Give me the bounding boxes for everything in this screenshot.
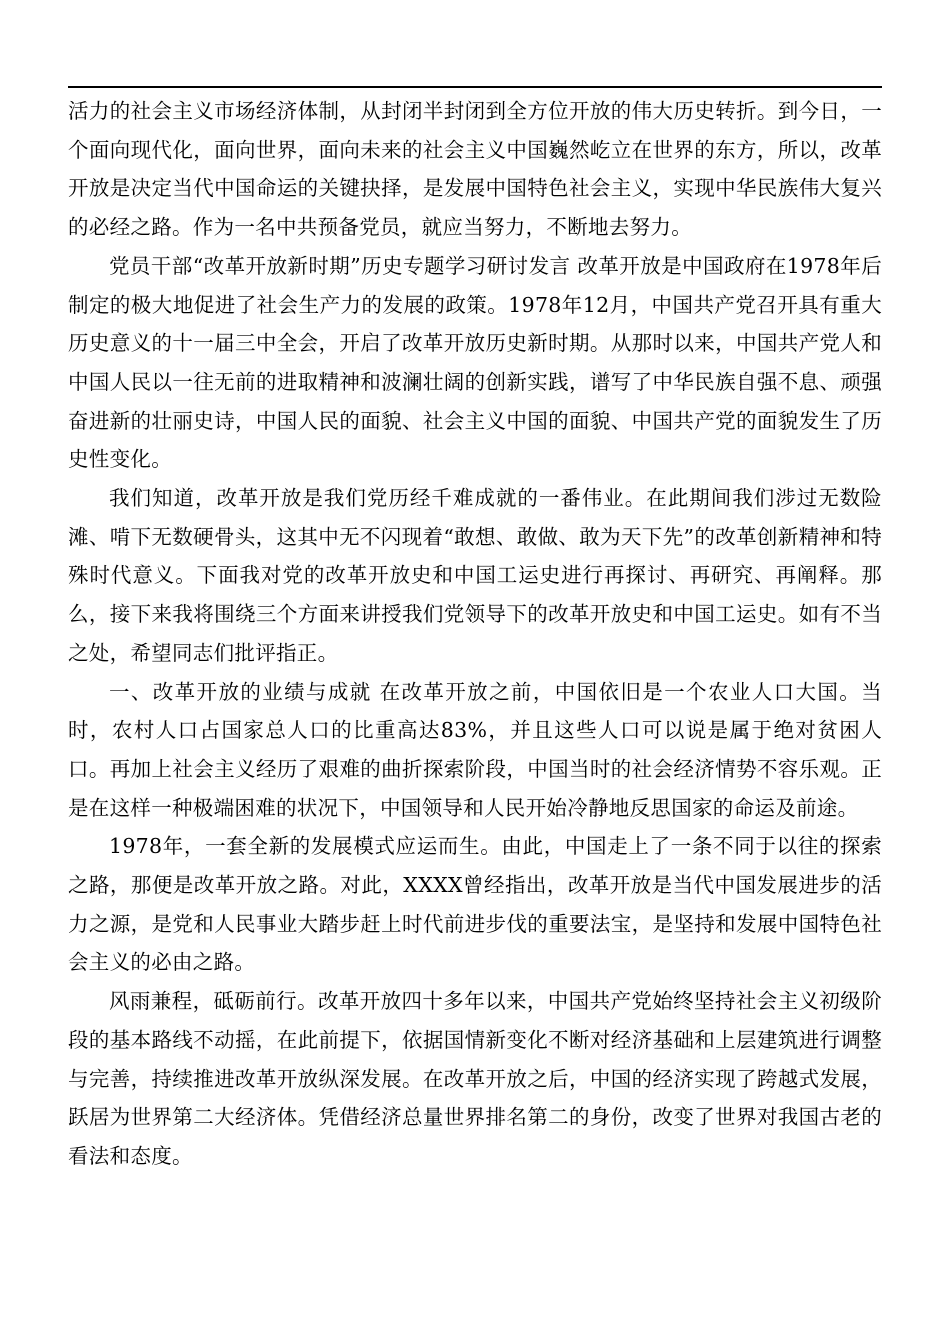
paragraph-1: 活力的社会主义市场经济体制，从封闭半封闭到全方位开放的伟大历史转折。到今日，一个面向现代化，面向世界，面向未来的社会主义中国巍然屹立在世界的东方，所以，改革开放是决定当代中国命运的关键抉择，是发展中国特色社会主义，实现中华民族伟大复兴的必经之路。作为一名中共预备党员，就应当努力，不断地去努力。 [68, 99, 882, 240]
paragraph-5: 1978年，一套全新的发展模式应运而生。由此，中国走上了一条不同于以往的探索之路，那便是改革开放之路。对此，XXXX曾经指出，改革开放是当代中国发展进步的活力之源，是党和人民事业大踏步赶上时代前进步伐的重要法宝，是坚持和发展中国特色社会主义的必由之路。 [68, 834, 882, 975]
paragraph-3: 我们知道，改革开放是我们党历经千难成就的一番伟业。在此期间我们涉过无数险滩、啃下无数硬骨头，这其中无不闪现着“敢想、敢做、敢为天下先”的改革创新精神和特殊时代意义。下面我对党的改革开放史和中国工运史进行再探讨、再研究、再阐释。那么，接下来我将围绕三个方面来讲授我们党领导下的改革开放史和中国工运史。如有不当之处，希望同志们批评指正。 [68, 486, 882, 665]
document-page [68, 86, 882, 1176]
header-rule [68, 86, 882, 88]
paragraph-2: 党员干部“改革开放新时期”历史专题学习研讨发言 改革开放是中国政府在1978年后制定的极大地促进了社会生产力的发展的政策。1978年12月，中国共产党召开具有重大历史意义的十一届三中全会，开启了改革开放历史新时期。从那时以来，中国共产党人和中国人民以一往无前的进取精神和波澜壮阔的创新实践，谱写了中华民族自强不息、顽强奋进新的壮丽史诗，中国人民的面貌、社会主义中国的面貌、中国共产党的面貌发生了历史性变化。 [68, 253, 882, 472]
paragraph-4: 一、改革开放的业绩与成就 在改革开放之前，中国依旧是一个农业人口大国。当时，农村人口占国家总人口的比重高达83%，并且这些人口可以说是属于绝对贫困人口。再加上社会主义经历了艰难的曲折探索阶段，中国当时的社会经济情势不容乐观。正是在这样一种极端困难的状况下，中国领导和人民开始冷静地反思国家的命运及前途。 [68, 679, 882, 820]
paragraph-6: 风雨兼程，砥砺前行。改革开放四十多年以来，中国共产党始终坚持社会主义初级阶段的基本路线不动摇，在此前提下，依据国情新变化不断对经济基础和上层建筑进行调整与完善，持续推进改革开放纵深发展。在改革开放之后，中国的经济实现了跨越式发展，跃居为世界第二大经济体。凭借经济总量世界排名第二的身份，改变了世界对我国古老的看法和态度。 [68, 989, 882, 1168]
